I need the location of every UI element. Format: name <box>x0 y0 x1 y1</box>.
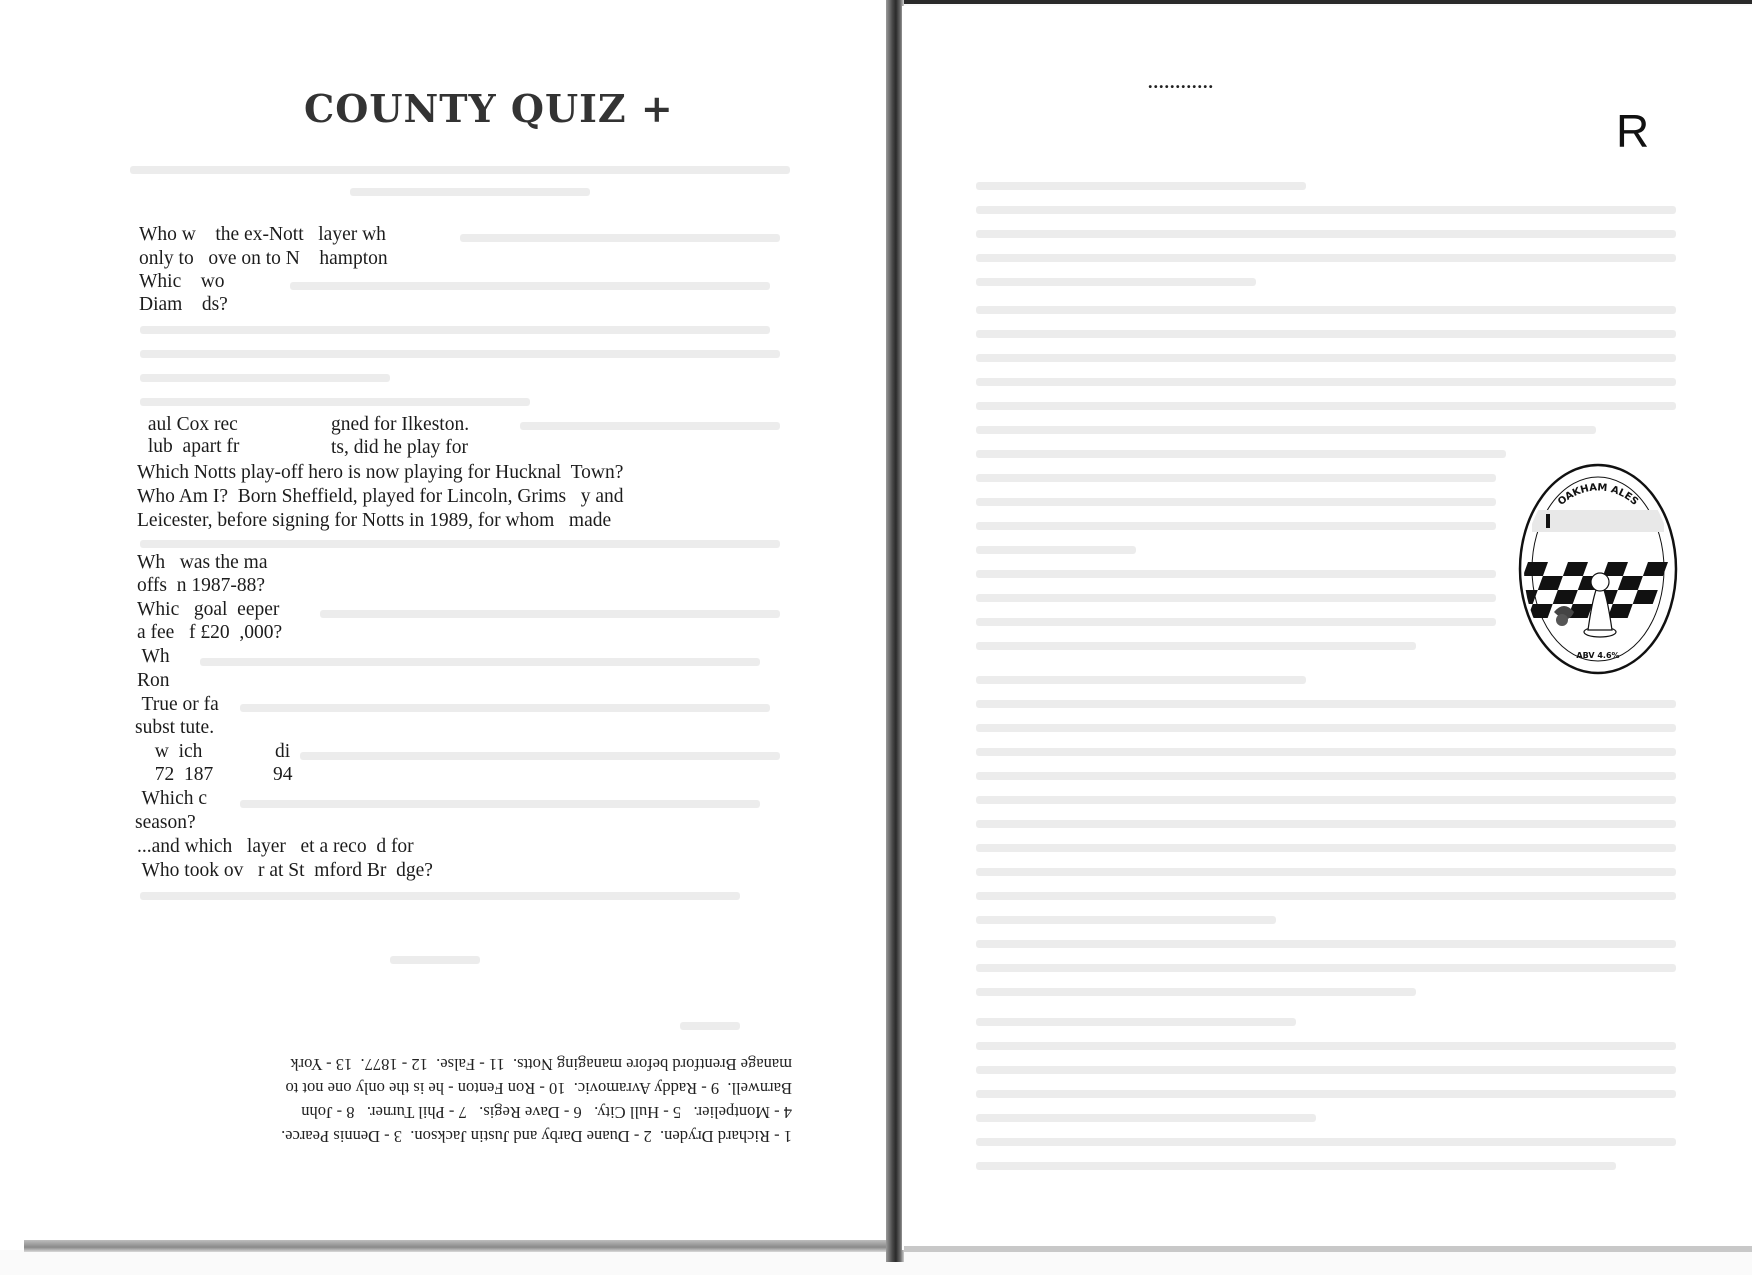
faint-text-line <box>290 282 770 290</box>
quiz-line: Wh was the ma <box>137 552 268 573</box>
faint-text-line <box>320 610 780 618</box>
faint-text-line <box>976 964 1676 972</box>
faint-text-line <box>976 278 1256 286</box>
faint-text-line <box>976 426 1596 434</box>
faint-text-line <box>976 642 1416 650</box>
faint-text-line <box>976 306 1676 314</box>
faint-text-line <box>976 940 1676 948</box>
quiz-line: Which c <box>137 788 208 809</box>
faint-text-line <box>140 892 740 900</box>
faint-text-line <box>976 676 1306 684</box>
faint-text-line <box>140 350 780 358</box>
quiz-line: season? <box>135 812 196 833</box>
faint-text-line <box>976 354 1676 362</box>
logo-arc-text: OAKHAM ALES <box>1556 482 1640 508</box>
faint-text-line <box>976 772 1676 780</box>
faint-text-line <box>976 618 1496 626</box>
faint-text-line <box>976 546 1136 554</box>
faint-text-line <box>976 1162 1616 1170</box>
faint-text-line <box>350 188 590 196</box>
quiz-line: True or fa <box>137 694 219 715</box>
answers-upside-down <box>112 1052 792 1148</box>
faint-text-line <box>976 378 1676 386</box>
faint-text-line <box>976 594 1496 602</box>
answer-line: 4 - Montpelier. 5 - Hull City. 6 - Dave Regis. 7 - Phil Turner. 8 - John <box>301 1103 792 1122</box>
quiz-line: Whic wo <box>139 271 225 292</box>
faint-text-line <box>976 450 1506 458</box>
faint-text-line <box>140 326 770 334</box>
faint-text-line <box>140 398 530 406</box>
logo-abv-text: ABV 4.6% <box>1576 651 1620 660</box>
faint-text-line <box>390 956 480 964</box>
answer-line: Barnwell. 9 - Raddy Avramovic. 10 - Ron Fenton - he is the only one not to <box>285 1079 792 1098</box>
quiz-line: Wh <box>137 646 170 667</box>
faint-text-line <box>200 658 760 666</box>
faint-text-line <box>976 988 1416 996</box>
faint-text-line <box>976 182 1306 190</box>
faint-text-line <box>976 206 1676 214</box>
faint-text-line <box>240 800 760 808</box>
faint-text-line <box>976 700 1676 708</box>
faint-text-line <box>976 254 1676 262</box>
quiz-line: Leicester, before signing for Notts in 1989, for whom made <box>137 510 612 531</box>
quiz-line: a fee f £20 ,000? <box>137 622 283 643</box>
page-bottom-edge <box>24 1240 886 1252</box>
quiz-line: w ich <box>145 741 203 762</box>
quiz-line: subst tute. <box>135 717 215 738</box>
faint-text-line <box>976 1066 1676 1074</box>
faint-text-line <box>976 916 1276 924</box>
quiz-line: ts, did he play for <box>331 437 469 458</box>
quiz-line: Who took ov r at St mford Br dge? <box>137 860 433 881</box>
quiz-line: gned for Ilkeston. <box>331 414 470 435</box>
quiz-line: 72 187 <box>145 764 214 785</box>
quiz-line: Who w the ex-Nott layer wh <box>139 224 386 245</box>
faint-text-line <box>976 498 1496 506</box>
faint-text-line <box>300 752 780 760</box>
heading-dots: ............ <box>1148 72 1214 92</box>
oakham-ales-logo <box>1518 462 1678 676</box>
faint-text-line <box>976 1090 1676 1098</box>
faint-text-line <box>240 704 770 712</box>
faint-text-line <box>976 1138 1676 1146</box>
faint-text-line <box>976 1042 1676 1050</box>
faint-text-line <box>976 892 1676 900</box>
faint-text-line <box>976 868 1676 876</box>
faint-text-line <box>976 570 1496 578</box>
faint-text-line <box>140 374 390 382</box>
quiz-line: Which Notts play-off hero is now playing for Hucknal Town? <box>137 462 624 483</box>
faint-text-line <box>976 1018 1296 1026</box>
faint-text-line <box>976 230 1676 238</box>
answer-line: 1 - Richard Dryden. 2 - Duane Darby and Justin Jackson. 3 - Dennis Pearce. <box>281 1127 792 1146</box>
quiz-line: Diam ds? <box>139 294 228 315</box>
quiz-line: aul Cox rec <box>143 414 238 435</box>
quiz-line: 94 <box>273 764 293 785</box>
faint-text-line <box>976 402 1676 410</box>
faint-text-line <box>130 166 790 174</box>
faint-text-line <box>976 330 1676 338</box>
faint-text-line <box>976 474 1496 482</box>
quiz-line: di <box>275 741 291 762</box>
faint-text-line <box>976 748 1676 756</box>
faint-text-line <box>140 540 780 548</box>
quiz-line: Who Am I? Born Sheffield, played for Lincoln, Grims y and <box>137 486 624 507</box>
quiz-line: only to ove on to N hampton <box>139 248 388 269</box>
quiz-line: Whic goal eeper <box>137 599 280 620</box>
faint-text-line <box>976 796 1676 804</box>
faint-text-line <box>680 1022 740 1030</box>
faint-text-line <box>976 724 1676 732</box>
faded-heading <box>976 108 1596 148</box>
quiz-line: Ron <box>137 670 170 691</box>
faint-text-line <box>460 234 780 242</box>
faint-text-line <box>976 1114 1316 1122</box>
answer-line: manage Brentford before managing Notts. 11 - False. 12 - 1877. 13 - York <box>290 1055 792 1074</box>
faint-text-line <box>520 422 780 430</box>
faint-text-line <box>976 844 1676 852</box>
quiz-line: offs n 1987-88? <box>137 575 265 596</box>
heading-letter: R <box>1616 105 1650 157</box>
quiz-line: ...and which layer et a reco d for <box>137 836 414 857</box>
faint-text-line <box>976 522 1496 530</box>
page-bottom-edge <box>904 1246 1752 1252</box>
faint-text-line <box>976 820 1676 828</box>
page-title: COUNTY QUIZ + <box>304 86 674 131</box>
quiz-line: lub apart fr <box>143 436 240 457</box>
